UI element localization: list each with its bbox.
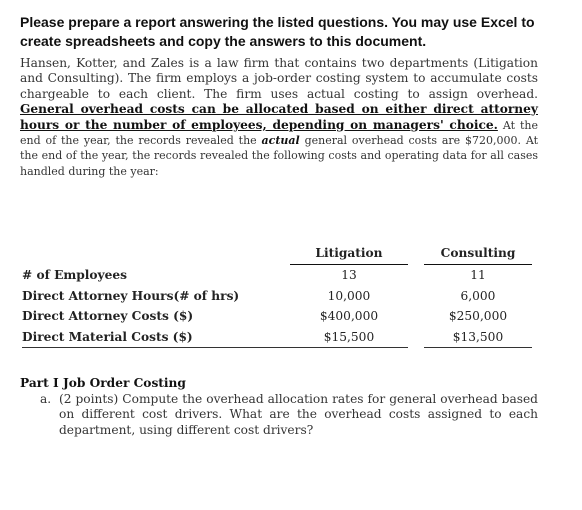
litigation-value: $400,000: [319, 309, 379, 324]
row-label: Direct Material Costs ($): [22, 327, 290, 348]
question-marker: a.: [40, 392, 52, 406]
table-row: [22, 286, 532, 307]
column-header-litigation: Litigation: [290, 242, 408, 265]
consulting-value: 11: [470, 268, 486, 283]
consulting-value: 6,000: [460, 288, 496, 303]
table-row: [22, 306, 532, 327]
row-label: # of Employees: [22, 268, 127, 282]
column-header-consulting: Consulting: [424, 242, 532, 265]
part-title: Part I Job Order Costing: [20, 376, 186, 390]
litigation-value: 13: [341, 268, 357, 283]
case-description: [20, 56, 538, 179]
litigation-value: 10,000: [327, 288, 371, 303]
table-row: [22, 327, 532, 348]
consulting-value: $250,000: [448, 309, 508, 324]
litigation-value: $15,500: [290, 327, 408, 348]
row-label: Direct Attorney Costs ($): [22, 309, 194, 324]
case-text-2: At the end of the year, the records revealed the: [20, 118, 538, 148]
overhead-allocation-note: General overhead costs can be allocated based on either direct attorney hours or the number of employees, depending on managers' choice.: [20, 102, 538, 132]
actual-emphasis: actual: [261, 134, 300, 148]
question-item: [40, 392, 538, 438]
row-label: Direct Attorney Hours(# of hrs): [22, 288, 240, 303]
table-header-row: [22, 242, 532, 265]
case-text-3: general overhead costs are $720,000. At the end of the year, the records revealed the following costs and operating data for all cases handled during the year:: [20, 134, 539, 178]
operating-data-table: [22, 242, 532, 348]
instructions-heading: Please prepare a report answering the listed questions. You may use Excel to create spreadsheets and copy the answers to this document.: [20, 14, 535, 49]
consulting-value: $13,500: [424, 327, 532, 348]
case-text-1: Hansen, Kotter, and Zales is a law firm that contains two departments (Litigation and Consulting). The firm employs a job-order costing system to accumulate costs chargeable to each client. The firm uses actual costing to assign overhead.: [20, 56, 538, 101]
table-row: [22, 265, 532, 286]
question-text: (2 points) Compute the overhead allocation rates for general overhead based on different cost drivers. What are the overhead costs assigned to each department, using different cost drivers?: [59, 392, 538, 437]
